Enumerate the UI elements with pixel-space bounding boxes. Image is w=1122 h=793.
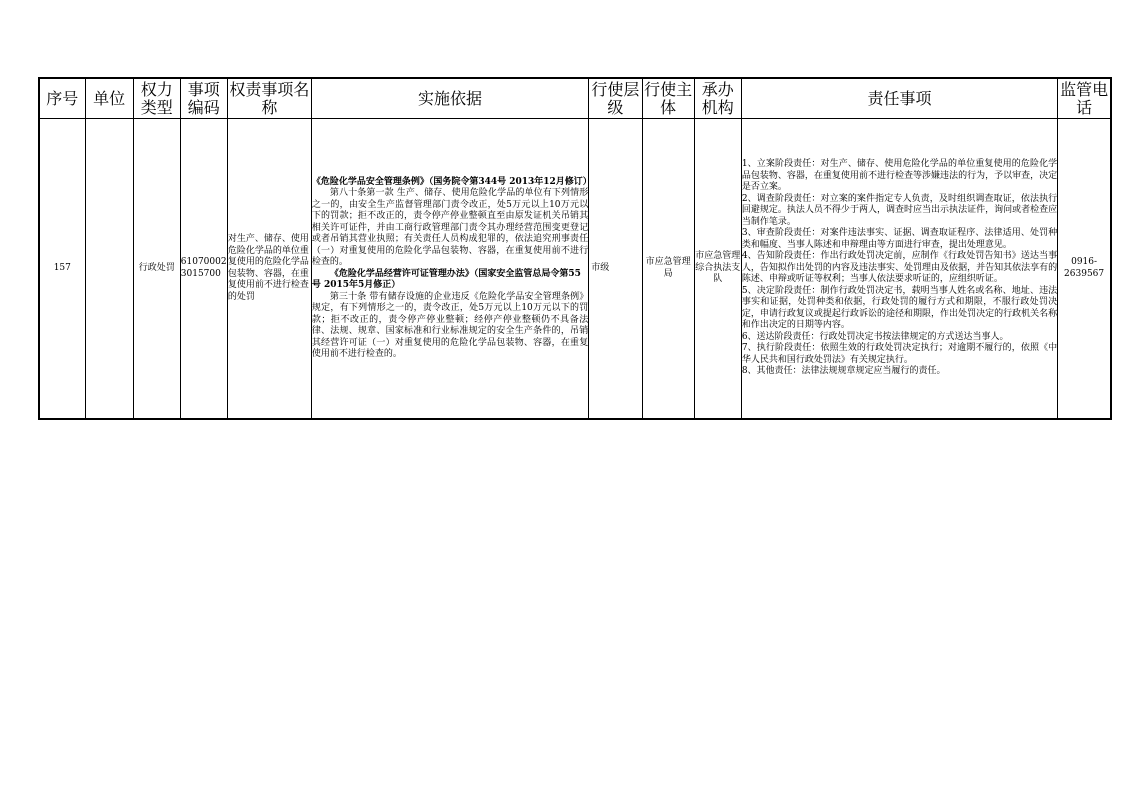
responsibility-step-4: 4、告知阶段责任：作出行政处罚决定前，应制作《行政处罚告知书》送达当事人，告知拟作出处罚的内容及违法事实、处罚理由及依据，并告知其依法享有的陈述、申辩或听证等权利；当事人依法要求听证的，应组织听证。 bbox=[741, 251, 1058, 285]
basis-law1-text: 第八十条第一款 生产、储存、使用危险化学品的单位有下列情形之一的，由安全生产监督管理部门责令改正，处5万元以上10万元以下的罚款；拒不改正的，责令停产停业整顿直至由原发证机关吊销其相关许可证件，并由工商行政管理部门责令其办理经营范围变更登记或者吊销其营业执照；有关责任人员构成犯罪的，依法追究刑事责任（一）对重复使用的危险化学品包装物、容器，在重复使用前不进行检查的。 bbox=[311, 188, 589, 267]
header-subject: 行使主体 bbox=[642, 78, 694, 119]
table-row bbox=[39, 119, 1111, 420]
responsibility-step-2: 2、调查阶段责任：对立案的案件指定专人负责，及时组织调查取证，依法执行回避规定。执法人员不得少于两人，调查时应当出示执法证件，询问或者检查应当制作笔录。 bbox=[741, 193, 1058, 227]
header-level: 行使层级 bbox=[589, 78, 642, 119]
cell-item-code: 610700023015700 bbox=[180, 119, 227, 420]
header-responsibility: 责任事项 bbox=[741, 78, 1057, 119]
cell-basis bbox=[311, 119, 592, 420]
cell-phone: 0916-2639567 bbox=[1058, 119, 1111, 420]
responsibility-step-7: 7、执行阶段责任：依照生效的行政处罚决定执行；对逾期不履行的，依照《中华人民共和国行政处罚法》有关规定执行。 bbox=[741, 343, 1058, 365]
responsibility-step-3: 3、审查阶段责任：对案件违法事实、证据、调查取证程序、法律适用、处罚种类和幅度、当事人陈述和申辩理由等方面进行审查，提出处理意见。 bbox=[741, 228, 1058, 250]
header-item-code: 事项编码 bbox=[180, 78, 227, 119]
header-basis: 实施依据 bbox=[311, 78, 588, 119]
header-agency: 承办机构 bbox=[694, 78, 741, 119]
header-power-type: 权力类型 bbox=[133, 78, 180, 119]
header-seq: 序号 bbox=[39, 78, 85, 119]
header-unit: 单位 bbox=[85, 78, 133, 119]
cell-subject: 市应急管理局 bbox=[642, 119, 694, 420]
cell-responsibility bbox=[741, 119, 1057, 420]
responsibility-step-6: 6、送达阶段责任：行政处罚决定书按法律规定的方式送达当事人。 bbox=[741, 331, 1009, 342]
header-item-name: 权责事项名称 bbox=[229, 79, 310, 117]
cell-seq: 157 bbox=[39, 119, 85, 420]
basis-law1-title: 《危险化学品安全管理条例》（国务院令第344号 2013年12月修订） bbox=[311, 176, 592, 187]
basis-law2-text: 第三十条 带有储存设施的企业违反《危险化学品安全管理条例》规定，有下列情形之一的，责令改正，处5万元以上10万元以下的罚款；拒不改正的，责令停产停业整顿；经停产停业整顿仍不具备法律、法规、规章、国家标准和行业标准规定的安全生产条件的，吊销其经营许可证（一）对重复使用的危险化学品包装物、容器，在重复使用前不进行检查的。 bbox=[311, 291, 589, 359]
power-list-table bbox=[38, 77, 1112, 420]
cell-item-name: 对生产、储存、使用危险化学品的单位重复使用的危险化学品包装物、容器，在重复使用前不进行检查的处罚 bbox=[227, 119, 311, 420]
cell-agency: 市应急管理综合执法支队 bbox=[694, 119, 741, 420]
basis-law2-title: 《危险化学品经营许可证管理办法》（国家安全监管总局令第55号 2015年5月修正） bbox=[311, 268, 581, 290]
responsibility-step-1: 1、立案阶段责任：对生产、储存、使用危险化学品的单位重复使用的危险化学品包装物、容器，在重复使用前不进行检查等涉嫌违法的行为，予以审查，决定是否立案。 bbox=[741, 159, 1058, 193]
cell-power-type: 行政处罚 bbox=[133, 119, 180, 420]
header-row bbox=[39, 78, 1111, 119]
cell-unit bbox=[85, 119, 133, 420]
cell-level: 市级 bbox=[589, 119, 642, 420]
responsibility-step-5: 5、决定阶段责任：制作行政处罚决定书，载明当事人姓名或名称、地址、违法事实和证据，处罚种类和依据，行政处罚的履行方式和期限，不服行政处罚决定，申请行政复议或提起行政诉讼的途径和期限，作出处罚决定的行政机关名称和作出决定的日期等内容。 bbox=[741, 285, 1058, 331]
header-phone: 监管电话 bbox=[1058, 78, 1111, 119]
responsibility-step-8: 8、其他责任：法律法规规章规定应当履行的责任。 bbox=[741, 366, 946, 377]
